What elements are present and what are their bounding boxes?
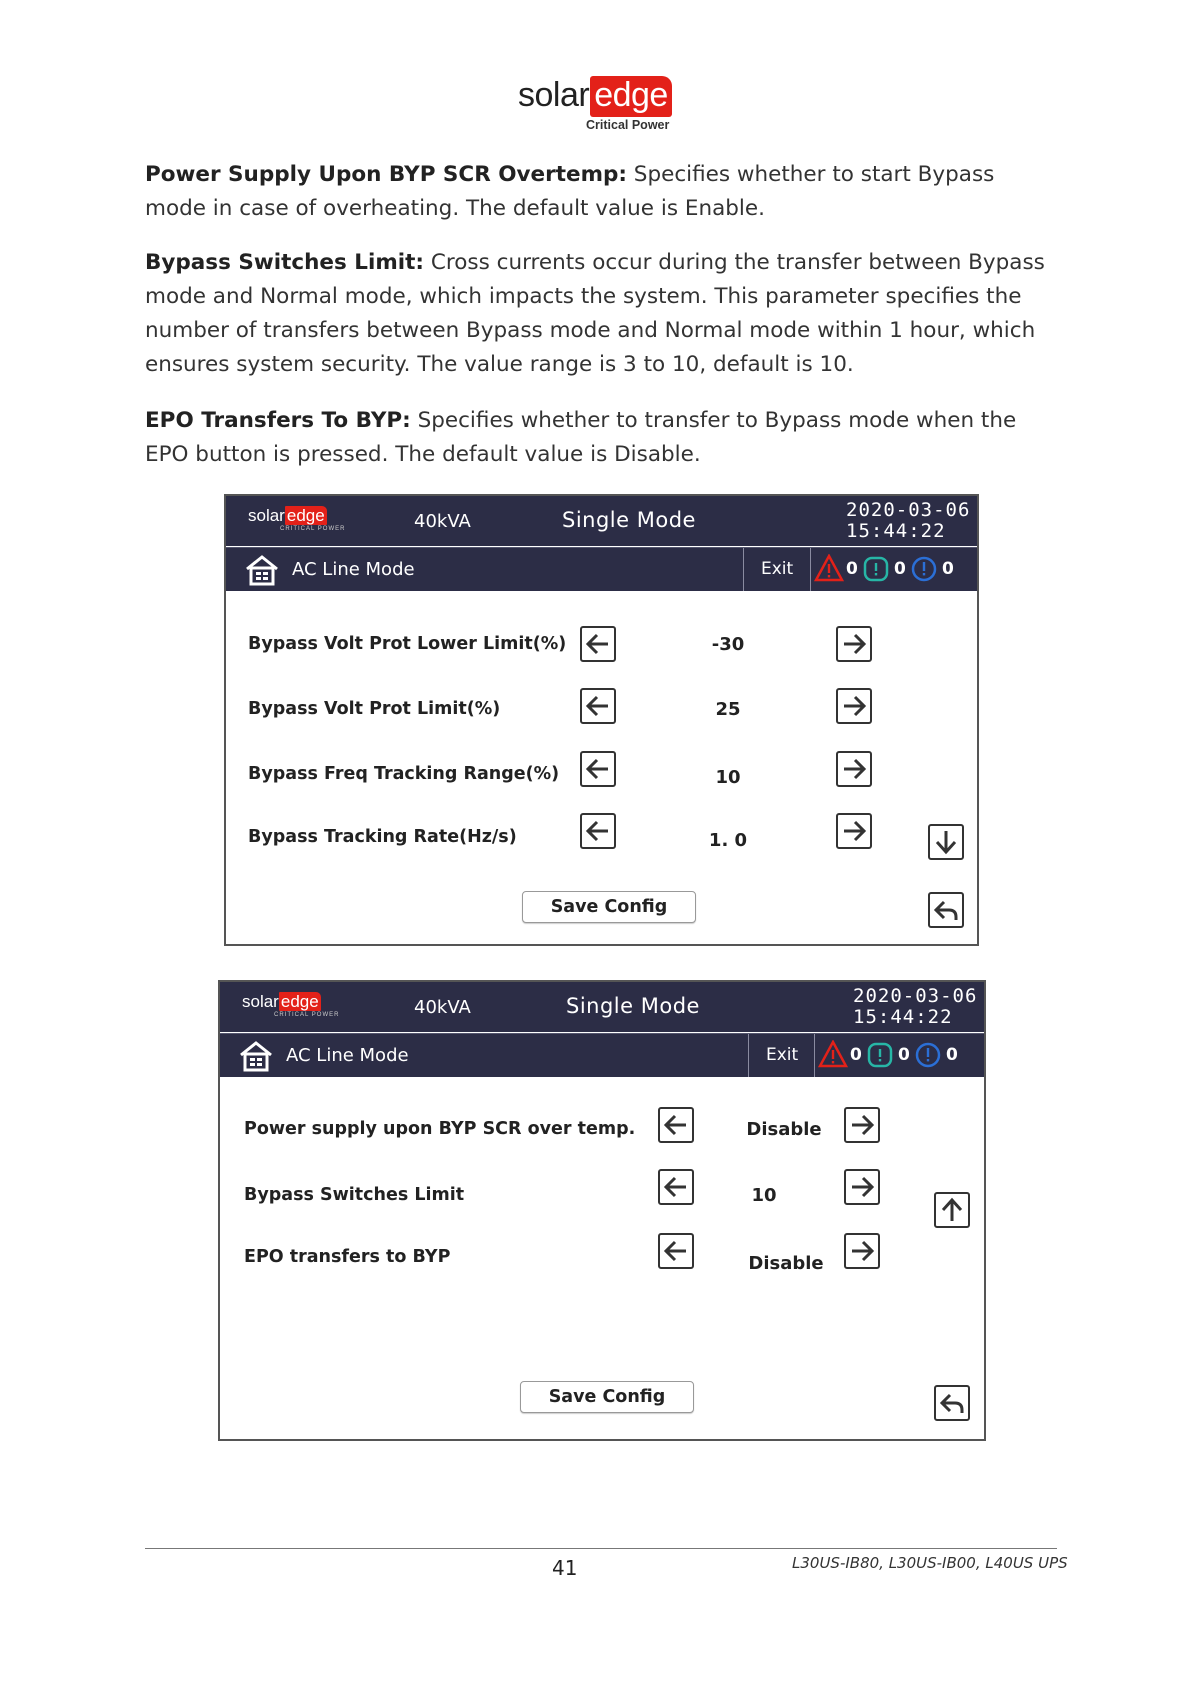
setting-value: 10 <box>715 767 741 788</box>
arrow-left-icon <box>584 692 612 720</box>
mode-label: Single Mode <box>566 994 700 1018</box>
arrow-left-icon <box>584 630 612 658</box>
setting-value: 25 <box>715 699 741 720</box>
arrow-right-icon <box>840 755 868 783</box>
back-button[interactable] <box>934 1385 970 1421</box>
arrow-left-icon <box>662 1173 690 1201</box>
setting-value: -30 <box>711 634 745 655</box>
menu-bar <box>220 1033 984 1077</box>
paragraph-power-supply-overtemp: Power Supply Upon BYP SCR Overtemp: Specifies whether to start Bypass mode in case of overheating. The default value is Enable. <box>145 162 995 221</box>
paragraph-epo-transfers: EPO Transfers To BYP: Specifies whether to transfer to Bypass mode when the EPO button is pressed. The default value is Disable. <box>145 408 1017 467</box>
arrow-right-icon <box>848 1111 876 1139</box>
increase-button[interactable] <box>836 626 872 662</box>
setting-value: 1. 0 <box>708 830 748 851</box>
setting-label-switches-limit: Bypass Switches Limit <box>244 1185 465 1205</box>
screen-title: AC Line Mode <box>292 559 415 580</box>
ups-screen-1 <box>224 494 979 946</box>
increase-button[interactable] <box>836 813 872 849</box>
warning-icon <box>814 554 844 582</box>
page-down-button[interactable] <box>928 824 964 860</box>
menu-bar <box>226 547 977 591</box>
notice-count: 0 <box>894 559 906 579</box>
back-arrow-icon <box>932 896 960 924</box>
decrease-button[interactable] <box>658 1169 694 1205</box>
arrow-left-icon <box>662 1237 690 1265</box>
notice-icon <box>862 555 890 583</box>
warning-icon <box>818 1040 848 1068</box>
logo-subtitle: Critical Power <box>586 118 670 132</box>
save-config-button[interactable]: Save Config <box>522 891 696 923</box>
ups-screen-2 <box>218 980 986 1441</box>
capacity-label: 40kVA <box>414 511 471 532</box>
decrease-button[interactable] <box>580 751 616 787</box>
arrow-right-icon <box>848 1173 876 1201</box>
arrow-left-icon <box>662 1111 690 1139</box>
arrow-down-icon <box>932 828 960 856</box>
increase-button[interactable] <box>836 751 872 787</box>
notice-icon <box>866 1041 894 1069</box>
arrow-right-icon <box>848 1237 876 1265</box>
decrease-button[interactable] <box>580 626 616 662</box>
decrease-button[interactable] <box>658 1107 694 1143</box>
mode-label: Single Mode <box>562 508 696 532</box>
arrow-left-icon <box>584 755 612 783</box>
setting-label-epo-transfer: EPO transfers to BYP <box>244 1247 451 1267</box>
decrease-button[interactable] <box>580 688 616 724</box>
datetime: 2020-03-06 15:44:22 <box>853 985 978 1028</box>
exit-button[interactable]: Exit <box>761 559 794 579</box>
arrow-left-icon <box>584 817 612 845</box>
setting-value: Disable <box>748 1253 824 1274</box>
datetime: 2020-03-06 15:44:22 <box>846 499 971 542</box>
increase-button[interactable] <box>844 1107 880 1143</box>
screen-title: AC Line Mode <box>286 1045 409 1066</box>
footer-divider <box>145 1548 1057 1549</box>
setting-label-scr-overtemp: Power supply upon BYP SCR over temp. <box>244 1119 636 1139</box>
increase-button[interactable] <box>836 688 872 724</box>
alarm-indicators[interactable] <box>818 1039 968 1071</box>
arrow-up-icon <box>938 1196 966 1224</box>
model-name: L30US-IB80, L30US-IB00, L40US UPS <box>792 1554 1068 1572</box>
setting-label-tracking-rate: Bypass Tracking Rate(Hz/s) <box>248 827 517 847</box>
page-number: 41 <box>552 1556 578 1580</box>
increase-button[interactable] <box>844 1233 880 1269</box>
back-button[interactable] <box>928 892 964 928</box>
home-icon[interactable] <box>238 1040 274 1072</box>
info-icon <box>914 1041 942 1069</box>
setting-value: 10 <box>751 1185 777 1206</box>
info-icon <box>910 555 938 583</box>
capacity-label: 40kVA <box>414 997 471 1018</box>
setting-label-volt-lower: Bypass Volt Prot Lower Limit(%) <box>248 634 567 654</box>
notice-count: 0 <box>898 1045 910 1065</box>
home-icon[interactable] <box>244 554 280 586</box>
decrease-button[interactable] <box>580 813 616 849</box>
alarm-indicators[interactable] <box>814 553 964 585</box>
arrow-right-icon <box>840 817 868 845</box>
info-count: 0 <box>946 1045 958 1065</box>
setting-label-volt-limit: Bypass Volt Prot Limit(%) <box>248 699 501 719</box>
screen-logo: solar edge CRITICAL POWER <box>242 992 340 1018</box>
solaredge-logo: solar edge Critical Power <box>518 72 688 142</box>
arrow-right-icon <box>840 692 868 720</box>
status-bar <box>220 982 984 1032</box>
page-up-button[interactable] <box>934 1192 970 1228</box>
paragraph-bypass-switches-limit: Bypass Switches Limit: Cross currents occur during the transfer between Bypass mode and Normal mode, which impacts the system. This parameter specifies the number of transfers between Bypass mode and Normal mode within 1 hour, which ensures system security. The value range is 3 to 10, default is 10. <box>145 250 1045 377</box>
setting-value: Disable <box>746 1119 822 1140</box>
screen-logo: solar edge CRITICAL POWER <box>248 506 346 532</box>
exit-button[interactable]: Exit <box>766 1045 799 1065</box>
increase-button[interactable] <box>844 1169 880 1205</box>
warning-count: 0 <box>846 559 858 579</box>
status-bar <box>226 496 977 546</box>
decrease-button[interactable] <box>658 1233 694 1269</box>
save-config-button[interactable]: Save Config <box>520 1381 694 1413</box>
back-arrow-icon <box>938 1389 966 1417</box>
warning-count: 0 <box>850 1045 862 1065</box>
arrow-right-icon <box>840 630 868 658</box>
setting-label-freq-range: Bypass Freq Tracking Range(%) <box>248 764 560 784</box>
info-count: 0 <box>942 559 954 579</box>
